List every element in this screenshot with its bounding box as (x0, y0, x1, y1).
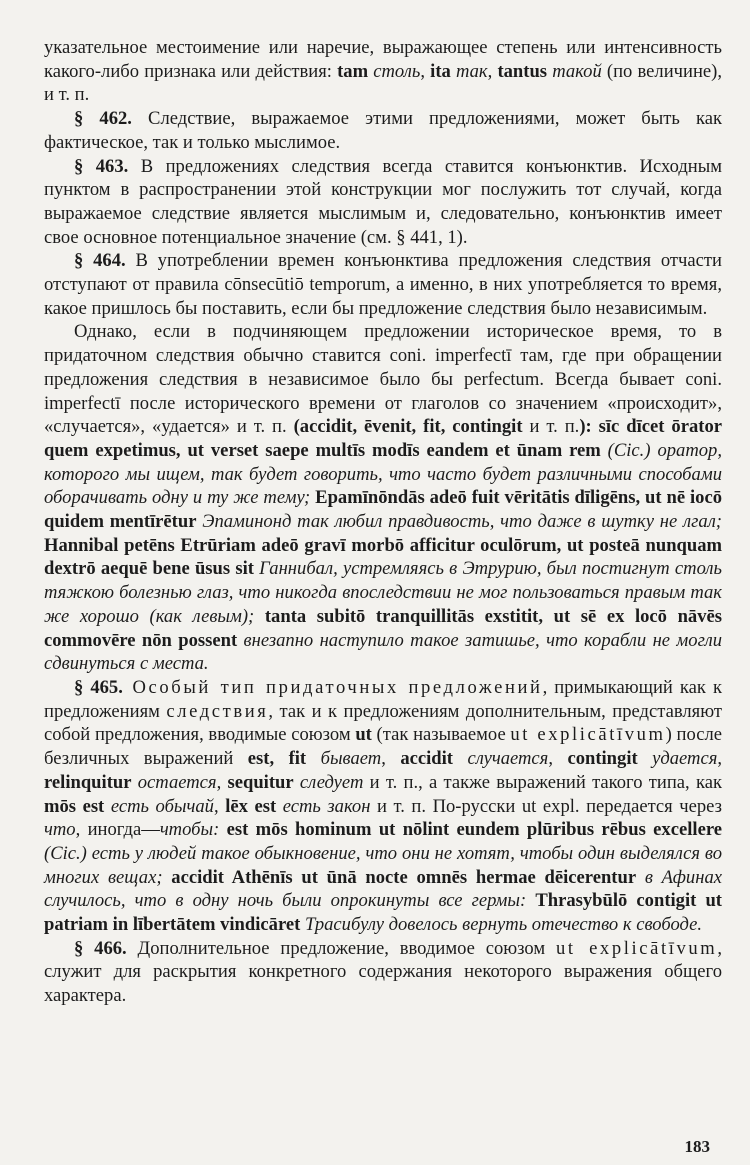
text-run: , (381, 748, 401, 770)
section-number: § 465. (74, 676, 123, 698)
latin-word: tam (337, 60, 369, 82)
latin-word: sequitur (227, 771, 294, 793)
translation: столь (368, 60, 421, 82)
page-number: 183 (684, 1137, 710, 1156)
section-number: § 462. (74, 108, 132, 130)
section-number: § 463. (74, 155, 129, 177)
translation: есть у людей такое обыкновение, что они не хотят, чтобы один выделялся во многих вещах; (44, 842, 722, 888)
section-number: § 464. (74, 250, 126, 272)
latin-word: contingit (567, 748, 638, 770)
translation: так (450, 60, 488, 82)
translation: бывает (306, 748, 382, 770)
translation: есть обычай (104, 795, 214, 817)
section-number: § 466. (74, 937, 127, 959)
text-run: , (548, 748, 568, 770)
latin-verbs: (accidit, ēvenit, fit, contingit (293, 416, 523, 438)
text-run: , а именно, в них употребляется то время, какое пришлось бы поставить, если бы предложение следствия было независимым. (44, 274, 723, 319)
page-text (44, 36, 722, 1008)
text-run: , так и к предложениям дополнительным, представляют собой предложения, вводимые союзом (44, 700, 722, 746)
text-run: и т. п. (522, 416, 580, 438)
latin-word: ut (355, 724, 372, 746)
text-run: , (487, 60, 498, 82)
paragraph-continuation (44, 36, 722, 107)
paragraph-466 (44, 937, 722, 1008)
translation: случается (453, 748, 549, 770)
latin-word: mōs est (44, 795, 105, 817)
latin-example: Thrasybūlō contigit ut patriam in lībertātem vindicāret (44, 890, 722, 936)
translation: внезапно наступило такое затишье, что корабли не могли сдвинуться с места. (44, 629, 723, 675)
text-run: , примыкающий как к предложениям (44, 676, 722, 722)
translation: в Афинах случилось, что в одну ночь были опрокинуты все гермы: (44, 866, 723, 912)
text-run: , (420, 60, 431, 82)
latin-term: cōnsecūtiō temporum (224, 274, 386, 296)
paragraph-464 (44, 249, 722, 320)
paragraph-462 (44, 107, 722, 154)
text-run: указательное местоимение или наречие, выражающее степень или интенсивность какого-либо признака или действия: (44, 37, 722, 82)
text-run: и т. п. По-русски ut expl. передается через (370, 795, 723, 817)
text-run: и т. п., а также выражений такого типа, как (363, 771, 723, 793)
latin-example: tanta subitō tranquillitās exstitit, ut sē ex locō nāvēs commovēre nōn possent (44, 605, 722, 651)
latin-term: ut explicātīvum (555, 937, 718, 959)
text-run: В предложениях следствия всегда ставится конъюнктив. Исходным пунктом в распространении этой конструкции мог послужить тот случай, когда выражаемое следствие является мыслимым и, следовательно, конъюнктив имеет свое основное потенциальное значение (см. § 441, 1). (44, 155, 722, 248)
source-ref: (Cic.) (44, 842, 92, 864)
spaced-text: следствия (166, 700, 269, 722)
translation: Трасибулу довелось вернуть отечество к свободе. (300, 914, 703, 936)
translation: чтобы: (159, 819, 227, 841)
spaced-text: Особый тип придаточных предложений (122, 676, 543, 698)
text-run: , служит для раскрытия конкретного содержания некоторого выражения общего характера. (44, 937, 723, 1007)
text-run: Однако, если в подчиняющем предложении историческое время, то в придаточном следствия обычно ставится coni. imperfectī там, где при обращении предложения следствия в независимое было бы perfectum. Всегда бывает coni. imperfectī после исторического времени от глаголов со значением «происходит», «случается», «удается» и т. п. (44, 321, 722, 438)
latin-example: Epamīnōndās adeō fuit vēritātis dīligēns, ut nē iocō quidem mentīrētur (44, 487, 722, 533)
latin-word: tantus (497, 60, 548, 82)
text-run: , иногда— (75, 819, 160, 841)
translation: Ганнибал, устремляясь в Этрурию, был постигнут столь тяжкою болезнью глаз, что никогда впоследствии не мог пользоваться правым так же хорошо (как левым); (44, 558, 722, 627)
translation: Эпаминонд так любил правдивость, что даже в шутку не лгал; (196, 511, 722, 533)
text-run: ) после безличных выражений (44, 724, 723, 770)
latin-word: lēx est (225, 795, 277, 817)
text-run: , (213, 795, 226, 817)
latin-example: sīc dīcet ōrator quem expetimus, ut verset saepe multīs modīs eandem et ūnam rem (44, 416, 722, 461)
translation: удается (637, 748, 718, 770)
paragraph-465 (44, 676, 722, 937)
latin-word: accidit (400, 748, 453, 770)
source-ref: (Cic.) (600, 439, 658, 461)
latin-word: est, fit (247, 748, 307, 770)
text-run: , (717, 748, 723, 770)
paragraph-463 (44, 155, 722, 250)
latin-word: relinquitur (44, 771, 132, 793)
text-run: Следствие, выражаемое этими предложениями, может быть как фактическое, так и только мыслимое. (44, 108, 723, 153)
latin-example: est mōs hominum ut nōlint eundem plūribus rēbus excellere (226, 819, 722, 841)
text-run: (по величине), и т. п. (44, 60, 723, 106)
text-run: В употреблении времен конъюнктива предложения следствия отчасти отступают от правила (44, 250, 722, 296)
latin-example: Hannibal petēns Etrūriam adeō gravī morbō afficitur oculōrum, ut posteā nunquam dextrō aequē bene ūsus sit (44, 534, 722, 580)
text-run: ): (579, 416, 599, 438)
paragraph-464-continued (44, 320, 722, 676)
text-run: Дополнительное предложение, вводимое союзом (126, 937, 556, 959)
text-run: (так называемое (371, 724, 511, 746)
translation: оратор, которого мы ищем, так будет говорить, что часто будет различными способами оборачивать одну и ту же тему; (44, 439, 722, 509)
text-run: , (216, 771, 228, 793)
latin-example: accidit Athēnīs ut ūnā nocte omnēs hermae dēicerentur (171, 866, 637, 888)
translation: что (44, 819, 76, 841)
translation: есть закон (276, 795, 371, 817)
translation: следует (293, 771, 364, 793)
translation: остается (131, 771, 217, 793)
translation: такой (547, 60, 602, 82)
latin-term: ut explicātīvum (510, 724, 666, 746)
latin-word: ita (430, 60, 451, 82)
